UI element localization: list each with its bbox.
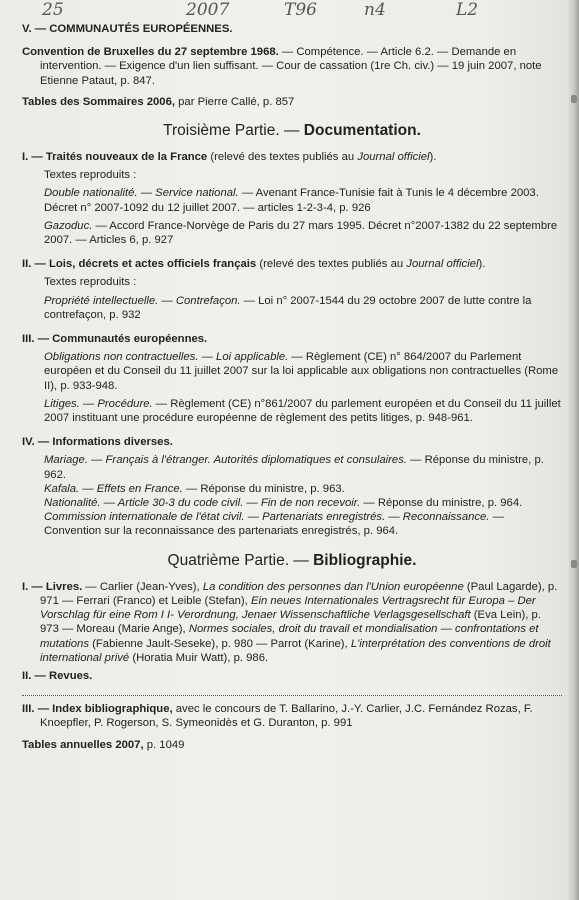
section-heading: I. — Traités nouveaux de la France (relevé des textes publiés au Journal officiel).: [22, 151, 437, 164]
document-body: [22, 22, 562, 752]
section-heading: III. — Communautés européennes.: [22, 333, 208, 346]
entry: Nationalité. — Article 30-3 du code civil. — Fin de non recevoir. — Réponse du ministre, p. 964.: [44, 497, 523, 510]
entry: Obligations non contractuelles. — Loi applicable. — Règlement (CE) n° 864/2007 du Parlement européen et du Conseil du 11 juillet 2007 sur la loi applicable aux obligations non contractuelles (Rome II), p. 933-948.: [44, 351, 559, 392]
entry: III. — Index bibliographique, avec le concours de T. Ballarino, J.-Y. Carlier, J.C. Fernández Rozas, F. Knoepfler, P. Rogerson, S. Symeonidès et G. Duranton, p. 991: [22, 703, 533, 730]
entry: Litiges. — Procédure. — Règlement (CE) n°861/2007 du parlement européen et du Conseil du 11 juillet 2007 instituant une procédure européenne de règlement des petits litiges, p. 948-961.: [44, 397, 561, 425]
subheading: Textes reproduits :: [44, 276, 137, 289]
handwritten-note: L2: [456, 0, 479, 20]
entry: Tables annuelles 2007, p. 1049: [22, 738, 185, 751]
binding-mark: [571, 95, 577, 103]
binding-mark: [571, 560, 577, 568]
handwritten-note: 2007: [186, 0, 230, 20]
subheading: Textes reproduits :: [44, 169, 137, 182]
handwritten-note: T96: [284, 0, 317, 20]
entry: I. — Livres. — Carlier (Jean-Yves), La condition des personnes dan l'Union européenne (Paul Lagarde), p. 971 — Ferrari (Franco) et Leible (Stefan), Ein neues Internationales Vertragsrecht für Europa – Der Vorschlag für eine Rom I I- Verordnung, Jenaer Wissenschaftliche Verlagsgesellschaft (Eva Lein), p. 973 — Moreau (Marie Ange), Normes sociales, droit du travail et mondialisation — confrontations et mutations (Fabienne Jault-Seseke), p. 980 — Parrot (Karine), L'interprétation des conventions de droit international privé (Horatia Muir Watt), p. 986.: [22, 580, 558, 664]
page-edge: [567, 0, 579, 900]
entry: Kafala. — Effets en France. — Réponse du ministre, p. 963.: [44, 482, 345, 495]
handwritten-note: n4: [364, 0, 386, 20]
section-heading: IV. — Informations diverses.: [22, 436, 173, 449]
part-heading: Troisième Partie. — Documentation.: [163, 122, 421, 140]
part-heading: Quatrième Partie. — Bibliographie.: [167, 551, 417, 569]
entry: Gazoduc. — Accord France-Norvège de Paris du 27 mars 1995. Décret n°2007-1382 du 22 septembre 2007. — Articles 6, p. 927: [44, 219, 558, 247]
divider: [22, 689, 562, 696]
entry: Convention de Bruxelles du 27 septembre 1968. — Compétence. — Article 6.2. — Demande en intervention. — Exigence d'un lien suffisant. — Cour de cassation (1re Ch. civ.) — 19 juin 2007, note Etienne Pataut, p. 847.: [22, 46, 542, 87]
section-heading: II. — Lois, décrets et actes officiels français (relevé des textes publiés au Journal officiel).: [22, 258, 486, 271]
entry: Propriété intellectuelle. — Contrefaçon. — Loi n° 2007-1544 du 29 octobre 2007 de lutte contre la contrefaçon, p. 932: [44, 294, 532, 321]
entry: Mariage. — Français à l'étranger. Autorités diplomatiques et consulaires. — Réponse du ministre, p. 962.: [44, 454, 544, 481]
entry: Double nationalité. — Service national. — Avenant France-Tunisie fait à Tunis le 4 décembre 2003. Décret n° 2007-1092 du 12 juillet 2007. — articles 1-2-3-4, p. 926: [44, 187, 539, 214]
entry: Tables des Sommaires 2006, par Pierre Callé, p. 857: [22, 95, 295, 108]
entry: Commission internationale de l'état civil. — Partenariats enregistrés. — Reconnaissance. — Convention sur la reconnaissance des partenariats enregistrés, p. 964.: [44, 511, 504, 538]
section-heading: V. — COMMUNAUTÉS EUROPÉENNES.: [22, 23, 233, 35]
handwritten-note: 25: [42, 0, 64, 20]
section-heading: II. — Revues.: [22, 669, 93, 682]
